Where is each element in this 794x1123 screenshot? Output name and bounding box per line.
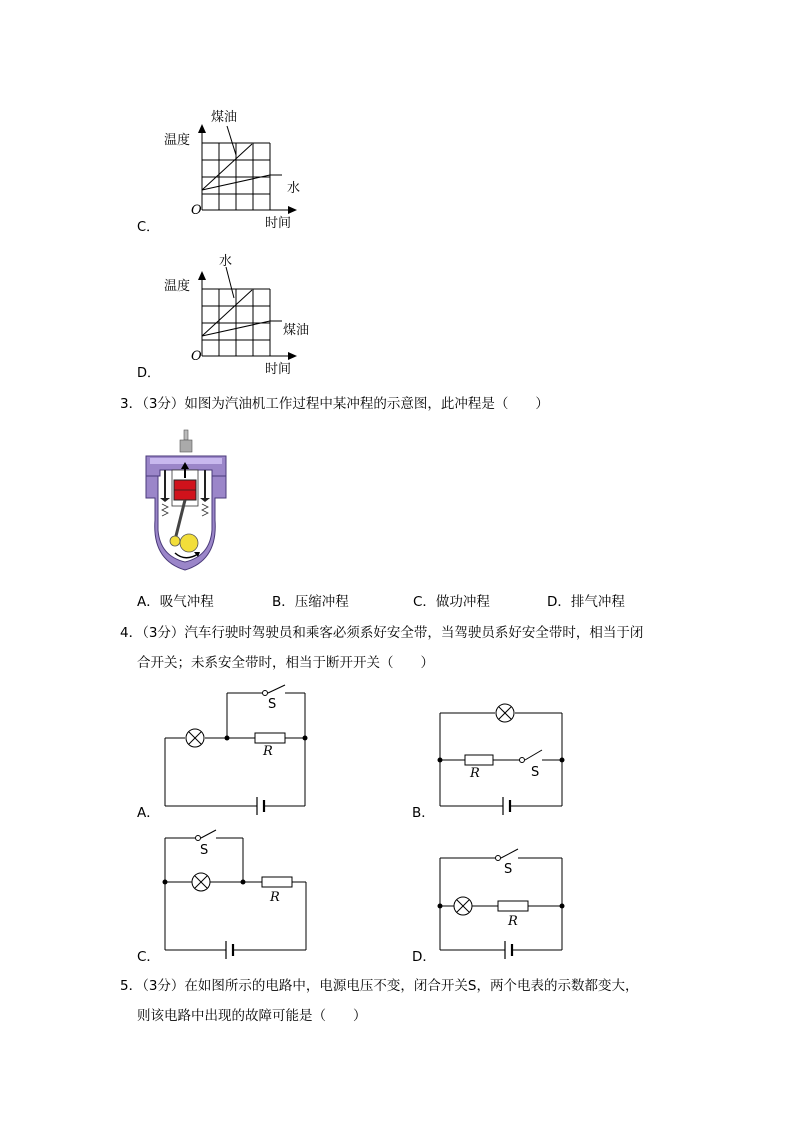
q3-option-a[interactable]: A．吸气冲程 [137,594,214,610]
graph-c-origin: O [191,203,202,218]
q3-option-c[interactable]: C．做功冲程 [413,594,490,610]
q5-stem-line1: 5．（3分）在如图所示的电路中，电源电压不变，闭合开关S，两个电表的示数都变大， [120,978,639,994]
circuit-c-switch-label: S [200,843,209,858]
graph-c-x-label: 时间 [265,216,292,231]
graph-c-shallow-label: 水 [287,181,301,196]
q4-stem-line1: 4．（3分）汽车行驶时驾驶员和乘客必须系好安全带，当驾驶员系好安全带时，相当于闭 [120,625,644,641]
circuit-a-switch-label: S [268,697,277,712]
circuit-d-resistor-label: R [508,914,518,929]
graph-c-steep-label: 煤油 [211,110,238,125]
q4-option-b[interactable]: B． [412,805,435,821]
graph-d-x-label: 时间 [265,362,292,377]
circuit-b-switch-label: S [531,765,540,780]
q3-option-b[interactable]: B．压缩冲程 [272,594,349,610]
graph-c-y-label: 温度 [164,133,191,148]
q4-stem-line2: 合开关；未系安全带时，相当于断开开关（ ） [137,655,434,671]
graph-d-steep-label: 水 [219,254,233,269]
q3-stem: 3．（3分）如图为汽油机工作过程中某冲程的示意图，此冲程是（ ） [120,396,549,412]
q4-option-c[interactable]: C． [137,949,160,965]
q4-option-a[interactable]: A． [137,805,160,821]
q5-stem-line2: 则该电路中出现的故障可能是（ ） [137,1008,367,1024]
q4-option-d[interactable]: D． [412,949,436,965]
circuit-a-resistor-label: R [263,744,273,759]
circuit-b-resistor-label: R [470,766,480,781]
circuit-d-switch-label: S [504,862,513,877]
option-c-label: C． [137,220,160,235]
circuit-c-resistor-label: R [270,890,280,905]
graph-d-shallow-label: 煤油 [283,323,310,338]
graph-d-origin: O [191,349,202,364]
q3-option-d[interactable]: D．排气冲程 [547,594,625,610]
graph-d-y-label: 温度 [164,279,191,294]
option-d-label: D． [137,366,161,381]
